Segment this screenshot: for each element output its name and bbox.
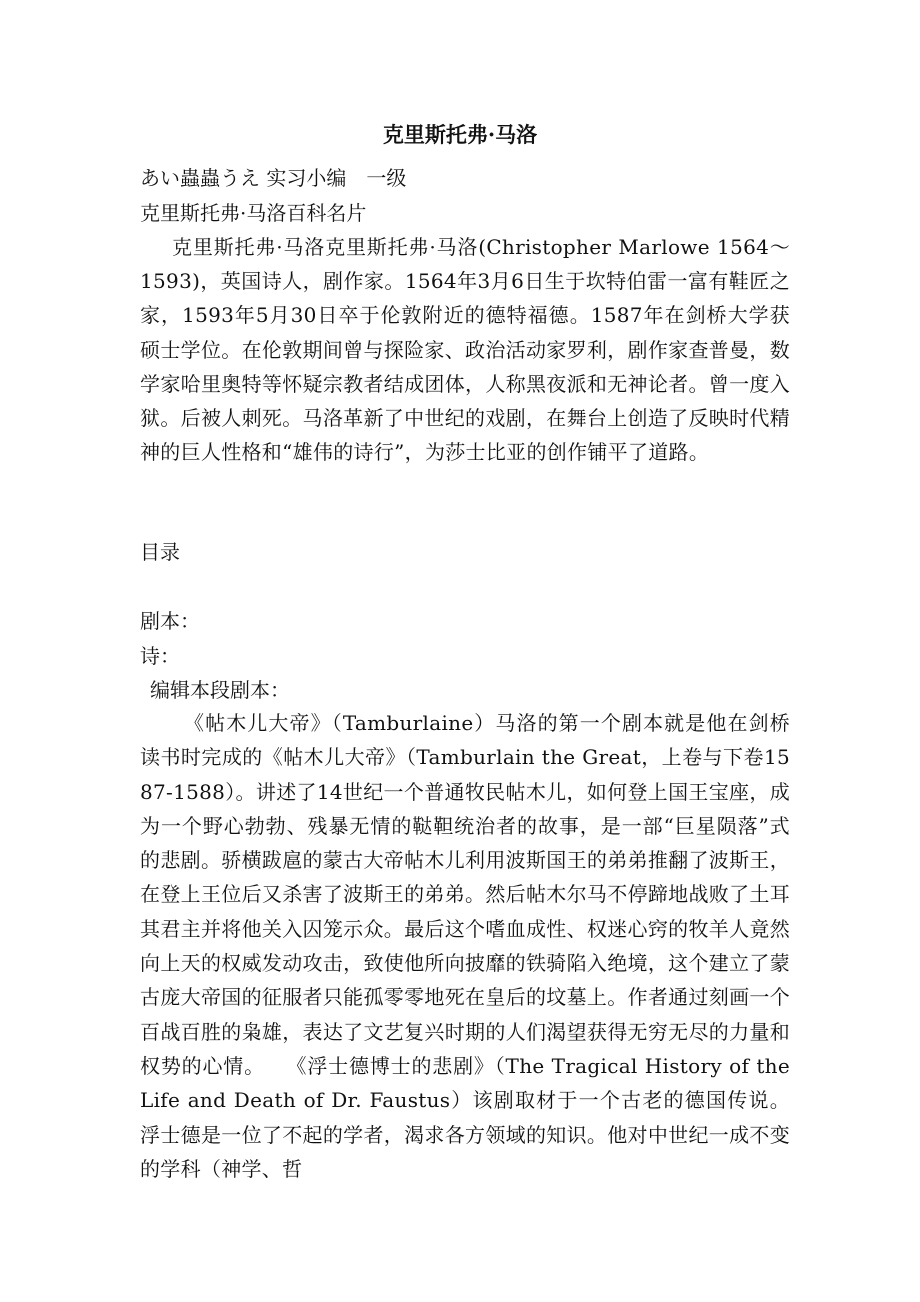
page-title: 克里斯托弗·马洛 (382, 122, 538, 147)
section-heading-plays: 编辑本段剧本： (150, 678, 290, 702)
toc-item-plays[interactable]: 剧本： (140, 609, 200, 633)
encyclopedia-card-heading: 克里斯托弗·马洛百科名片 (140, 201, 367, 225)
author-meta-line: あい蟲蟲うえ 实习小编 一级 (140, 166, 407, 190)
toc-item-poems[interactable]: 诗： (140, 644, 180, 668)
toc-heading: 目录 (140, 540, 180, 564)
intro-paragraph: 克里斯托弗·马洛克里斯托弗·马洛(Christopher Marlowe 1564～1593)，英国诗人，剧作家。1564年3月6日生于坎特伯雷一富有鞋匠之家，1593年5月30日卒于伦敦附近的德特福德。1587年在剑桥大学获硕士学位。在伦敦期间曾与探险家、政治活动家罗利，剧作家查普曼，数学家哈里奥特等怀疑宗教者结成团体，人称黑夜派和无神论者。曾一度入狱。后被人刺死。马洛革新了中世纪的戏剧，在舞台上创造了反映时代精神的巨人性格和“雄伟的诗行”，为莎士比亚的创作铺平了道路。 (140, 235, 790, 465)
plays-section-body: 《帖木儿大帝》（Tamburlaine）马洛的第一个剧本就是他在剑桥读书时完成的《帖木儿大帝》（Tamburlain the Great，上卷与下卷1587-1588）。讲述了14世纪一个普通牧民帖木儿，如何登上国王宝座，成为一个野心勃勃、残暴无情的鞑靼统治者的故事，是一部“巨星陨落”式的悲剧。骄横跋扈的蒙古大帝帖木儿利用波斯国王的弟弟推翻了波斯王，在登上王位后又杀害了波斯王的弟弟。然后帖木尔马不停蹄地战败了土耳其君主并将他关入囚笼示众。最后这个嗜血成性、权迷心窍的牧羊人竟然向上天的权威发动攻击，致使他所向披靡的铁骑陷入绝境，这个建立了蒙古庞大帝国的征服者只能孤零零地死在皇后的坟墓上。作者通过刻画一个百战百胜的枭雄，表达了文艺复兴时期的人们渴望获得无穷无尽的力量和权势的心情。 《浮士德博士的悲剧》（The Tragical History of the Life and Death of Dr. Faustus）该剧取材于一个古老的德国传说。浮士德是一位了不起的学者，渴求各方领域的知识。他对中世纪一成不变的学科（神学、哲 (140, 711, 790, 1181)
